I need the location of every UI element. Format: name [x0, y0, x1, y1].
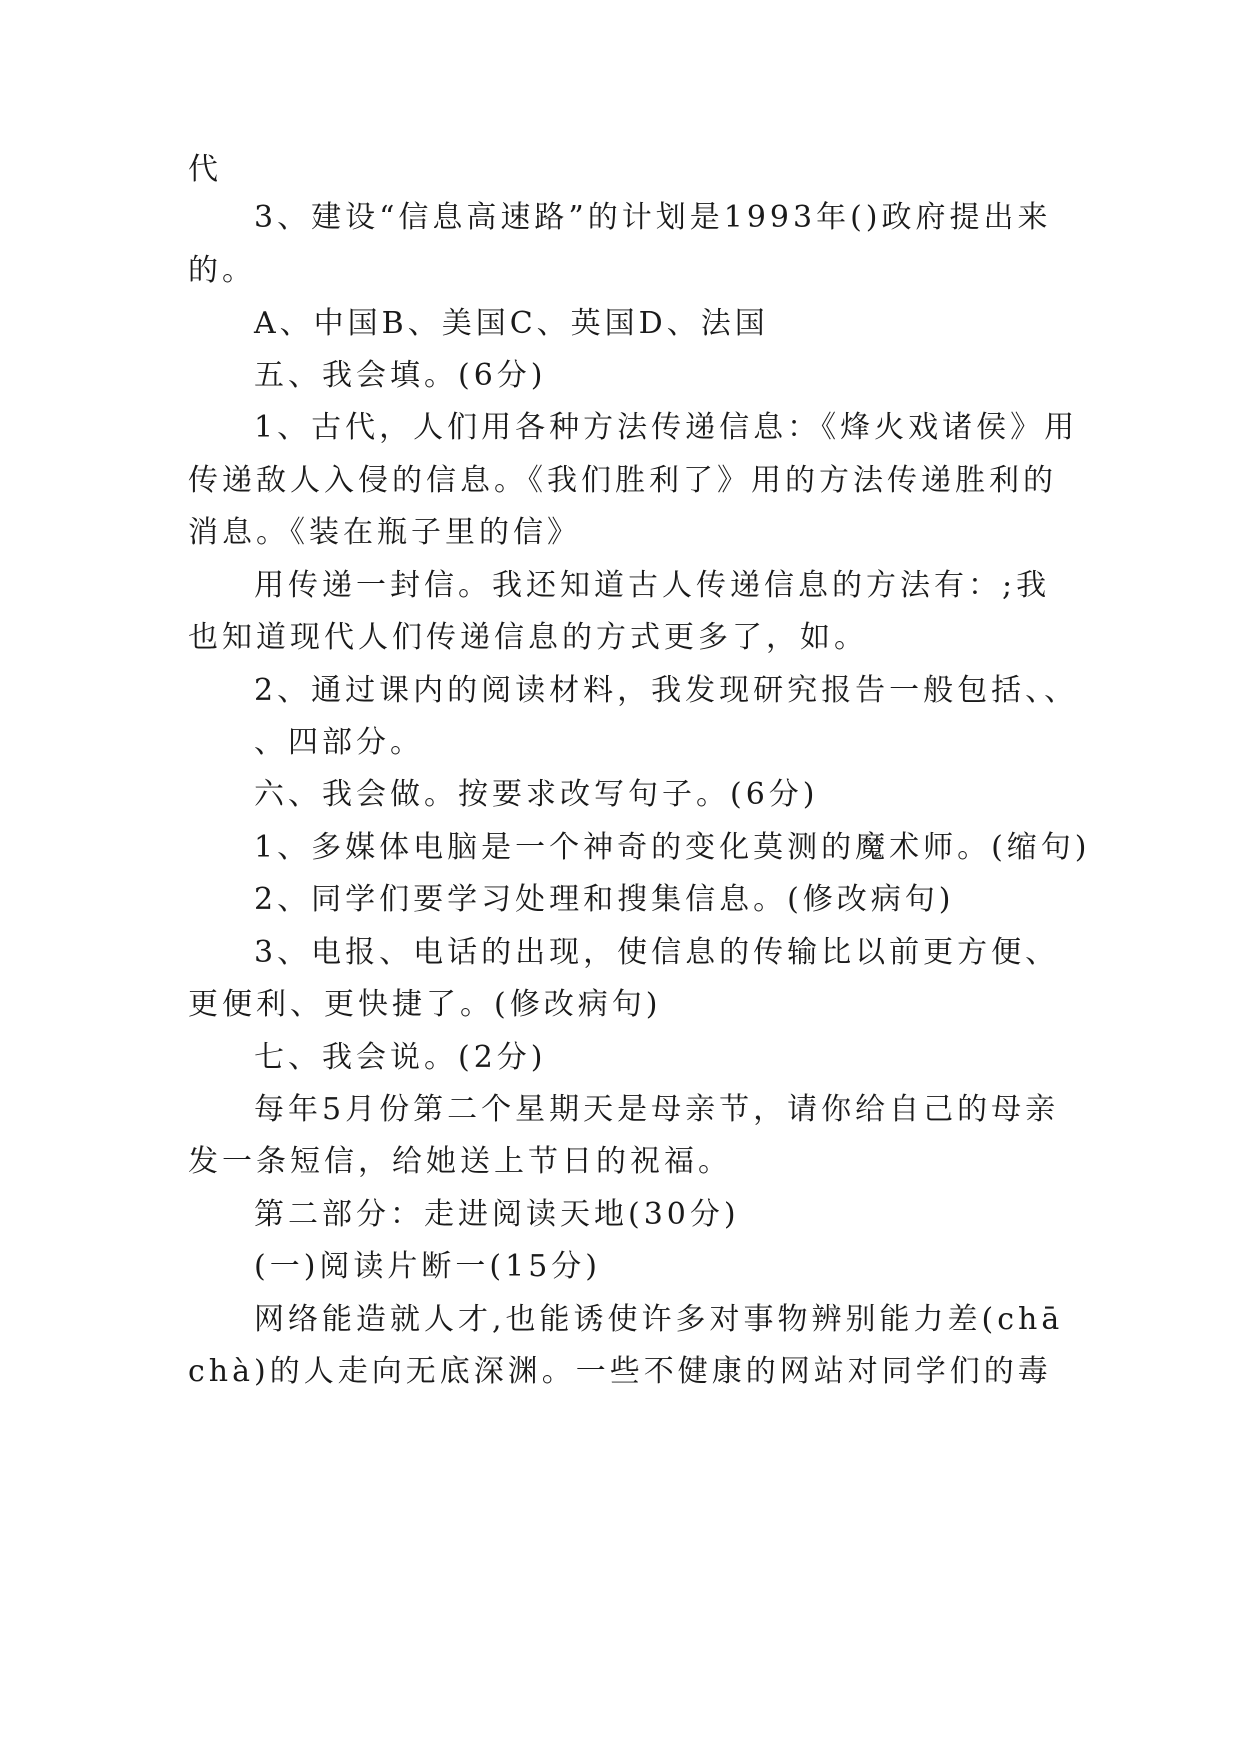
text-line: 消息。《装在瓶子里的信》	[188, 515, 581, 550]
question-line: 3、建设“信息高速路”的计划是1993年()政府提出来	[254, 200, 1052, 235]
text-line: 传递敌人入侵的信息。《我们胜利了》用的方法传递胜利的	[188, 463, 1057, 498]
options-line: A、中国B、美国C、英国D、法国	[254, 306, 769, 341]
section-heading: 五、我会填。(6分)	[254, 358, 547, 393]
text-line: 发一条短信，给她送上节日的祝福。	[188, 1144, 732, 1179]
text-line: 更便利、更快捷了。(修改病句)	[188, 987, 662, 1022]
question-line: 1、古代，人们用各种方法传递信息：《烽火戏诸侯》用	[254, 410, 1079, 445]
passage-line: 网络能造就人才,也能诱使许多对事物辨别能力差(chā	[254, 1302, 1064, 1337]
subsection-heading: (一)阅读片断一(15分)	[254, 1249, 601, 1284]
text-line: 也知道现代人们传递信息的方式更多了，如。	[188, 620, 868, 655]
question-line: 2、同学们要学习处理和搜集信息。(修改病句)	[254, 882, 955, 917]
question-line: 3、电报、电话的出现，使信息的传输比以前更方便、	[254, 935, 1060, 970]
question-line: 2、通过课内的阅读材料，我发现研究报告一般包括、、	[254, 673, 1079, 708]
text-line: 、四部分。	[254, 725, 424, 760]
section-heading: 六、我会做。按要求改写句子。(6分)	[254, 777, 819, 812]
part-heading: 第二部分：走进阅读天地(30分)	[254, 1197, 740, 1232]
text-line: 代	[188, 152, 222, 187]
text-line: 用传递一封信。我还知道古人传递信息的方法有：;我	[254, 568, 1051, 603]
text-line: 每年5月份第二个星期天是母亲节，请你给自己的母亲	[254, 1092, 1060, 1127]
question-line: 1、多媒体电脑是一个神奇的变化莫测的魔术师。(缩句)	[254, 830, 1091, 865]
text-line: 的。	[188, 253, 256, 288]
section-heading: 七、我会说。(2分)	[254, 1040, 547, 1075]
passage-line: chà)的人走向无底深渊。一些不健康的网站对同学们的毒	[188, 1354, 1052, 1389]
